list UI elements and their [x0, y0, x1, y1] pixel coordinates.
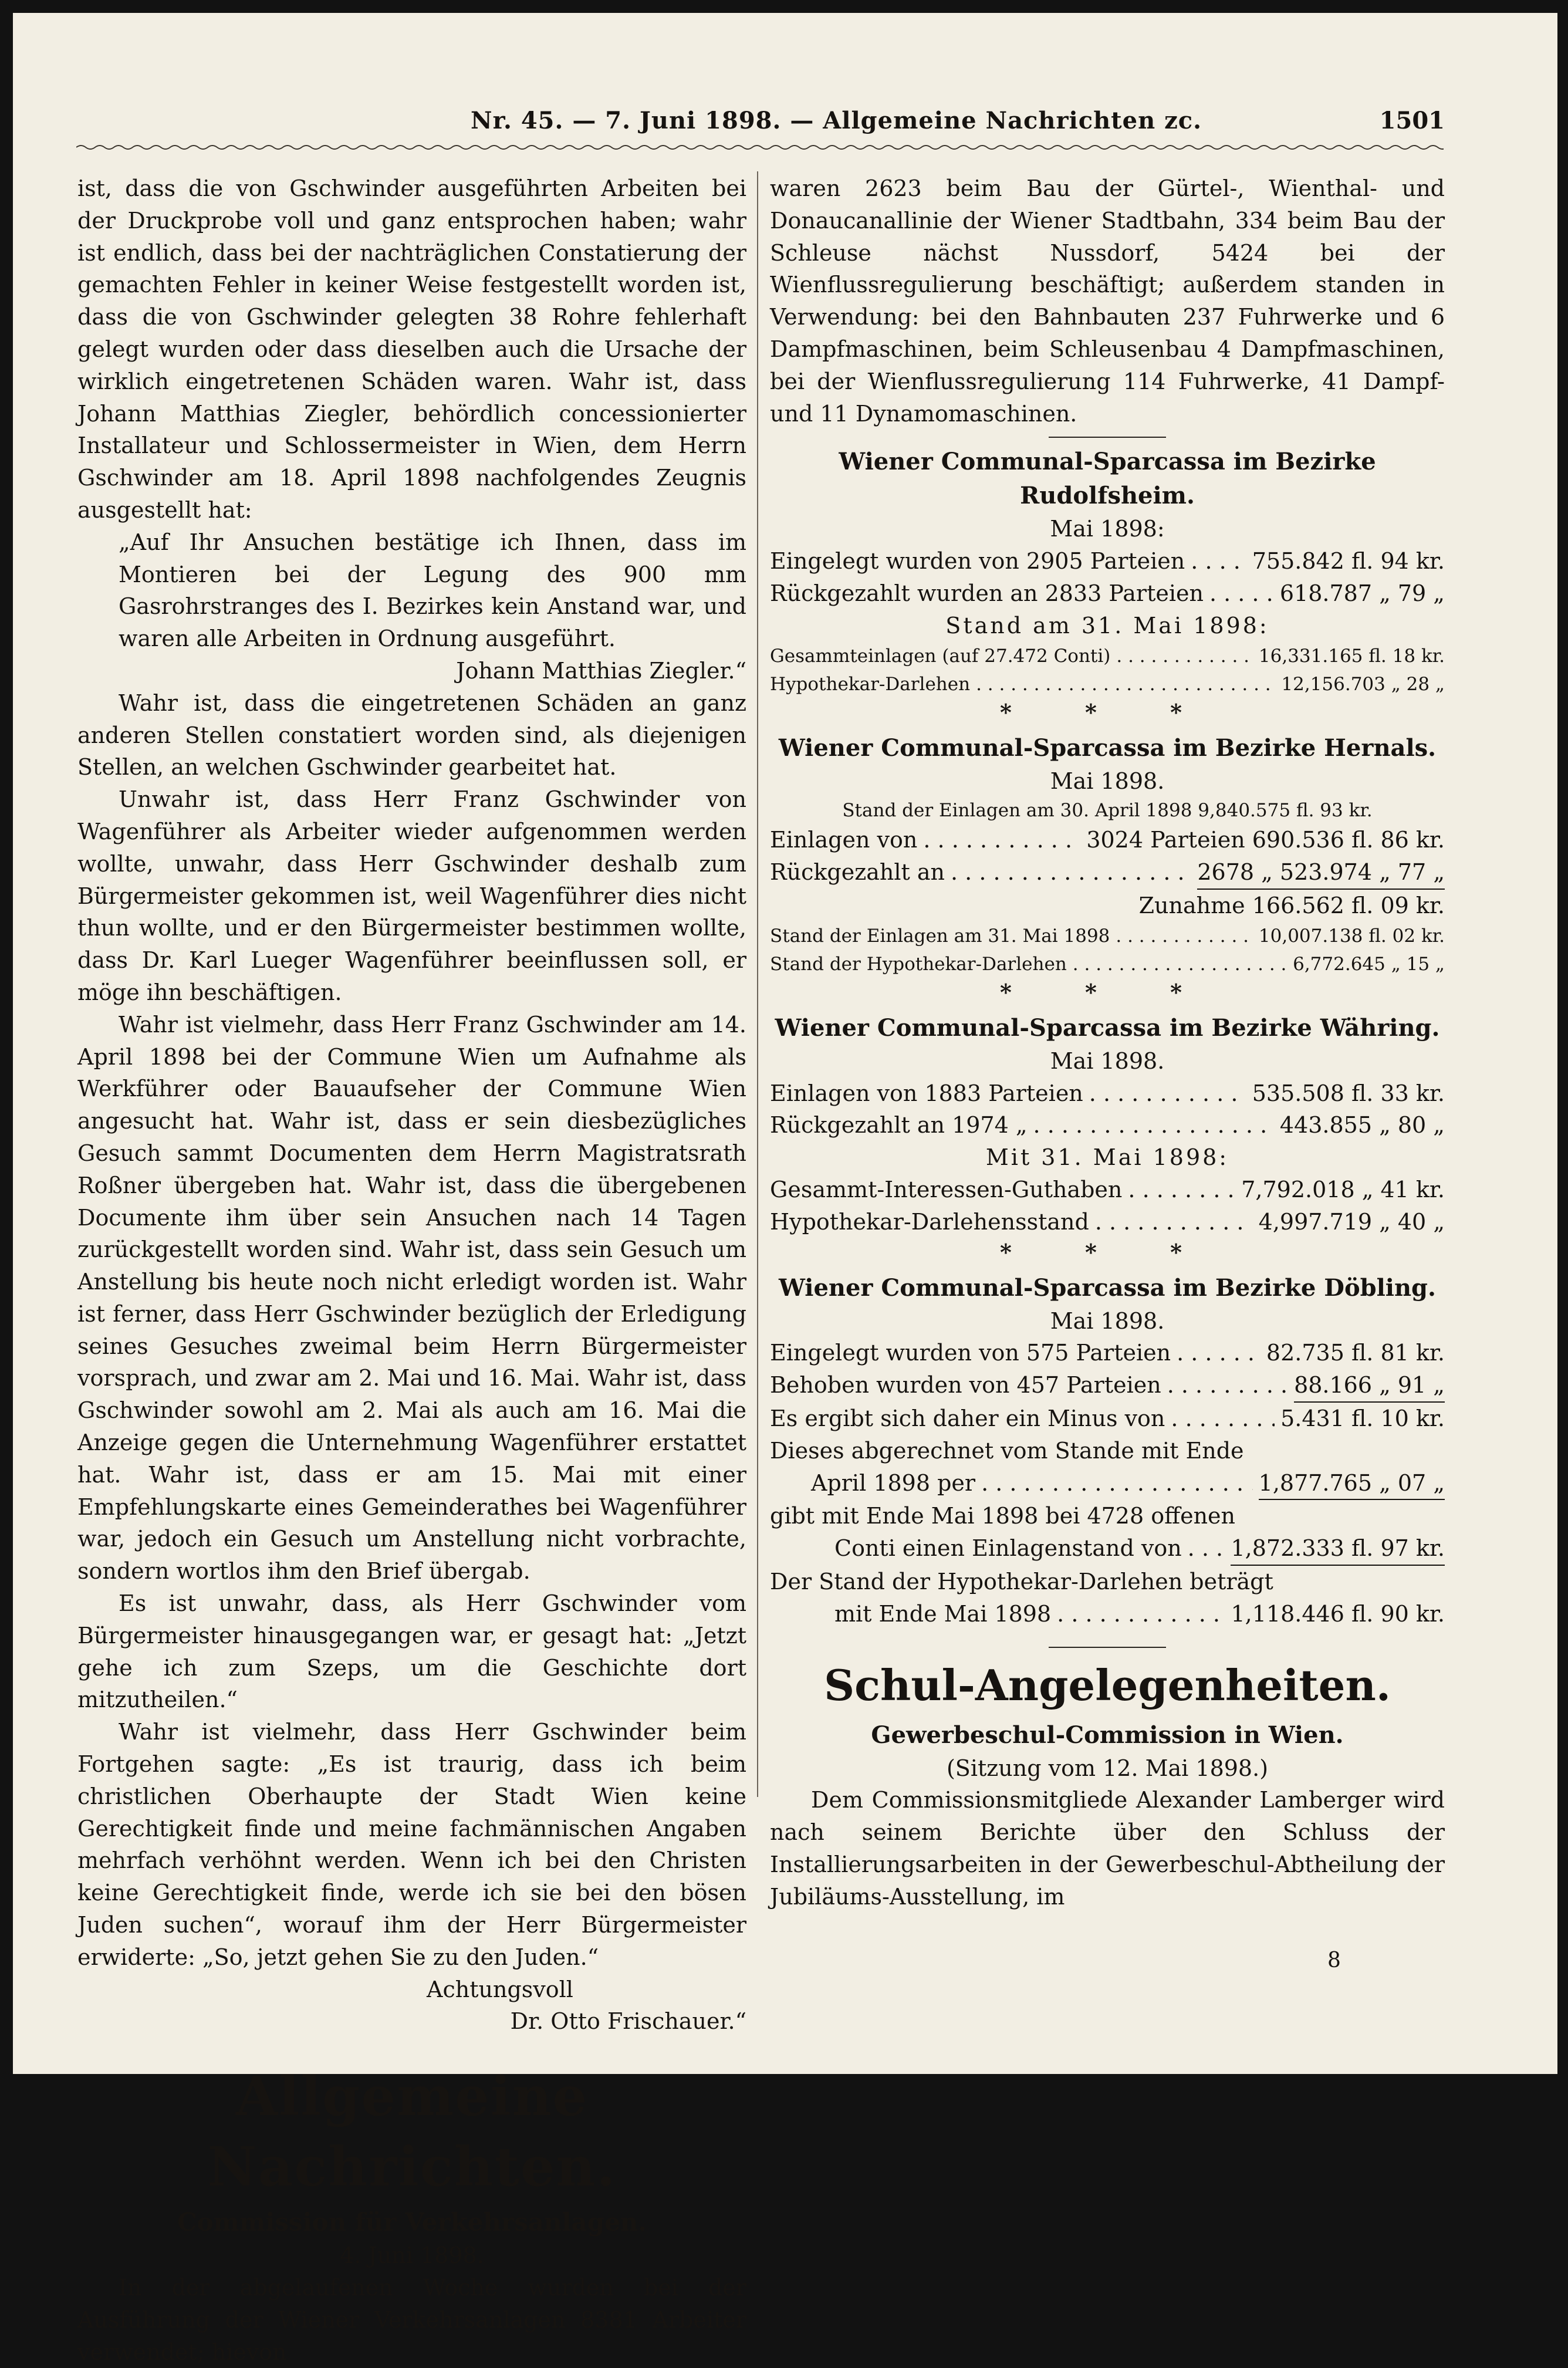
leader-dots	[1116, 922, 1253, 950]
leader-dots	[1188, 1532, 1225, 1565]
header-wavy-rule	[76, 143, 1444, 151]
separator-stars: * * *	[999, 978, 1215, 1005]
section-heading: Allgemeine Nachrichten.	[207, 2065, 617, 2199]
ledger-row	[770, 642, 1445, 670]
row-label: Einlagen von	[770, 827, 918, 853]
row-label: Conti einen Einlagenstand von	[834, 1535, 1182, 1562]
ledger-row	[770, 1337, 1445, 1369]
leader-dots	[1089, 1077, 1246, 1110]
row-value: 4,997.719 „ 40 „	[1258, 1208, 1445, 1235]
divider	[1049, 437, 1166, 438]
paragraph: Wahr ist vielmehr, dass Herr Gschwinder beim Fortgehen sagte: „Es ist traurig, dass ich beim christlichen Oberhaupte der Stadt Wien keine Gerechtigkeit finde und meine fachmännischen Angaben mehrfach verhöhnt werden. Wenn ich bei den Christen keine Gerechtigkeit finde, werde ich sie bei den bösen Juden suchen“, worauf ihm der Herr Bürgermeister erwiderte: „So, jetzt gehen Sie zu den Juden.“	[77, 1719, 746, 1970]
separator-stars: * * *	[999, 698, 1215, 725]
paragraph: ist, dass die von Gschwinder ausgeführten Arbeiten bei der Druckprobe voll und ganz entsprochen haben; wahr ist endlich, dass bei der nachträglichen Constatierung der gemachten Fehler in keiner Weise festgestellt worden ist, dass die von Gschwinder gelegten 38 Rohre fehlerhaft gelegt wurden oder dass dieselben auch die Ursache der wirklich eingetretenen Schäden waren. Wahr ist, dass Johann Matthias Ziegler, behördlich concessionierter Installateur und Schlossermeister in Wien, dem Herrn Gschwinder am 18. April 1898 nachfolgendes Zeugnis ausgestellt hat:	[77, 175, 746, 523]
ledger-row	[770, 1467, 1445, 1501]
header-title: Nr. 45. — 7. Juni 1898. — Allgemeine Nachrichten zc.	[471, 107, 1202, 134]
row-label: Einlagen von 1883 Parteien	[770, 1080, 1083, 1106]
ledger-row	[770, 1532, 1445, 1566]
row-label: Behoben wurden von 457 Parteien	[770, 1372, 1161, 1398]
waehring-stand-heading: Mit 31. Mai 1898:	[985, 1144, 1229, 1171]
schul-sub-heading: Gewerbeschul-Commission in Wien.	[871, 1721, 1344, 1749]
row-label: April 1898 per	[811, 1470, 976, 1496]
row-value: 7,792.018 „ 41 kr.	[1241, 1176, 1445, 1202]
rudolfsheim-stand-heading: Stand am 31. Mai 1898:	[945, 612, 1269, 639]
page-header	[77, 107, 1445, 142]
doebling-month: Mai 1898.	[1050, 1308, 1165, 1334]
leader-dots	[1171, 1403, 1275, 1435]
row-value: 2678 „ 523.974 „ 77 „	[1197, 856, 1445, 890]
divider	[1049, 1647, 1166, 1648]
leader-dots	[1033, 1109, 1274, 1141]
row-label: Gesammt-Interessen-Guthaben	[770, 1176, 1123, 1202]
doebling-text: Der Stand der Hypothekar-Darlehen beträgt	[770, 1568, 1273, 1595]
doebling-title: Wiener Communal-Sparcassa im Bezirke Döbling.	[779, 1273, 1436, 1302]
leader-dots	[1167, 1369, 1288, 1401]
separator-stars: * * *	[999, 1238, 1215, 1265]
sub-heading: Commission für Verkehrsanlagen.	[177, 2208, 647, 2237]
paragraph: Unwahr ist, dass Herr Franz Gschwinder von Wagenführer als Arbeiter wieder aufgenommen werden wollte, unwahr, dass Herr Gschwinder deshalb zum Bürgermeister gekommen ist, weil Wagenführer dies nicht thun wollte, und er den Bürgermeister bestimmen wollte, dass Dr. Karl Lueger Wagenführer beeinflussen soll, er möge ihn beschäftigen.	[77, 786, 746, 1005]
leader-dots	[951, 856, 1191, 889]
paragraph: Es ist unwahr, dass, als Herr Gschwinder vom Bürgermeister hinausgegangen war, er gesagt hat: „Jetzt gehe ich zum Szeps, um die Geschichte dort mitzutheilen.“	[77, 1590, 746, 1713]
leader-dots	[1209, 577, 1274, 610]
waehring-title: Wiener Communal-Sparcassa im Bezirke Währing.	[775, 1014, 1440, 1042]
leader-dots	[1177, 1337, 1261, 1369]
hernals-title: Wiener Communal-Sparcassa im Bezirke Hernals.	[778, 734, 1437, 762]
doebling-text: gibt mit Ende Mai 1898 bei 4728 offenen	[770, 1503, 1236, 1529]
signature: Dr. Otto Frischauer.“	[510, 2008, 746, 2035]
paragraph: In der abgelaufenen Woche wurden bei der Ausführung der Wiener Verkehrsanlagen 8381 Arbeiter verwendet; hievon	[77, 2275, 746, 2365]
row-value: 10,007.138 fl. 02 kr.	[1258, 925, 1445, 947]
right-column	[770, 173, 1445, 1913]
row-value: 618.787 „ 79 „	[1279, 580, 1445, 606]
closing: Achtungsvoll	[427, 1976, 573, 2002]
page-number: 1501	[1379, 107, 1445, 134]
row-label: Rückgezahlt an	[770, 859, 945, 886]
row-value: 535.508 fl. 33 kr.	[1252, 1080, 1445, 1106]
leader-dots	[976, 670, 1275, 698]
row-label: mit Ende Mai 1898	[834, 1600, 1052, 1627]
row-value: 1,118.446 fl. 90 kr.	[1231, 1600, 1445, 1627]
ledger-row	[770, 1403, 1445, 1435]
rudolfsheim-month: Mai 1898:	[1050, 516, 1165, 542]
row-value: 12,156.703 „ 28 „	[1281, 673, 1445, 695]
row-label: Rückgezahlt an 1974 „	[770, 1112, 1028, 1139]
ledger-row	[770, 1109, 1445, 1141]
leader-dots	[981, 1467, 1253, 1499]
leader-dots	[1057, 1598, 1225, 1630]
ledger-row	[770, 950, 1445, 978]
hernals-stand-before: Stand der Einlagen am 30. April 1898 9,840.575 fl. 93 kr.	[842, 800, 1373, 822]
row-value: 6,772.645 „ 15 „	[1293, 953, 1445, 975]
row-label: Stand der Einlagen am 31. Mai 1898	[770, 925, 1110, 947]
paragraph: Wahr ist vielmehr, dass Herr Franz Gschwinder am 14. April 1898 bei der Commune Wien um Aufnahme als Werkführer oder Bauaufseher der Commune Wien angesucht hat. Wahr ist, dass er sein diesbezügliches Gesuch sammt Documenten dem Herrn Magistratsrath Roßner übergeben hat. Wahr ist, dass die übergebenen Documente ihm über sein Ansuchen nach 14 Tagen zurückgestellt worden sind. Wahr ist, dass sein Gesuch um Anstellung bis heute noch nicht erledigt worden ist. Wahr ist ferner, dass Herr Gschwinder bezüglich der Erledigung seines Gesuches zweimal beim Herrn Bürgermeister vorsprach, und zwar am 2. Mai und 16. Mai. Wahr ist, dass Gschwinder sowohl am 2. Mai als auch am 16. Mai die Anzeige gegen die Unternehmung Wagenführer erstattet hat. Wahr ist, dass er am 15. Mai mit einer Empfehlungskarte eines Gemeinderathes bei Wagenführer war, jedoch ein Gesuch um Anstellung nicht vorbrachte, sondern wortlos ihm den Brief übergab.	[77, 1011, 746, 1585]
row-value: 3024 Parteien 690.536 fl. 86 kr.	[1086, 827, 1445, 853]
row-value: 82.735 fl. 81 kr.	[1266, 1340, 1445, 1366]
ledger-row	[770, 824, 1445, 856]
ledger-row	[770, 577, 1445, 610]
paragraph: Dem Commissionsmitgliede Alexander Lamberger wird nach seinem Berichte über den Schluss der Installierungsarbeiten in der Gewerbeschul-Abtheilung der Jubiläums-Ausstellung, im	[770, 1787, 1445, 1910]
testimonial-quote: „Auf Ihr Ansuchen bestätige ich Ihnen, dass im Montieren bei der Legung des 900 mm Gasrohrstranges des I. Bezirkes kein Anstand war, und waren alle Arbeiten in Ordnung ausgeführt.	[119, 529, 746, 652]
row-value: 755.842 fl. 94 kr.	[1252, 548, 1445, 575]
row-label: Stand der Hypothekar-Darlehen	[770, 953, 1067, 975]
row-value: 5.431 fl. 10 kr.	[1280, 1405, 1445, 1431]
hernals-month: Mai 1898.	[1050, 768, 1165, 794]
newspaper-page	[13, 13, 1557, 2365]
leader-dots	[1095, 1206, 1253, 1238]
row-value: 88.166 „ 91 „	[1294, 1369, 1445, 1403]
row-label: Es ergibt sich daher ein Minus von	[770, 1405, 1165, 1431]
ledger-row	[770, 1369, 1445, 1403]
ledger-row	[770, 1174, 1445, 1206]
ledger-row	[770, 1077, 1445, 1110]
hernals-zunahme: Zunahme 166.562 fl. 09 kr.	[1138, 892, 1445, 918]
ledger-row	[770, 1206, 1445, 1238]
leader-dots	[1128, 1174, 1235, 1206]
leader-dots	[1116, 642, 1253, 670]
row-label: Gesammteinlagen (auf 27.472 Conti)	[770, 645, 1111, 667]
paragraph: Wahr ist, dass die eingetretenen Schäden an ganz anderen Stellen constatiert worden sind, als diejenigen Stellen, an welchen Gschwinder gearbeitet hat.	[77, 690, 746, 781]
ledger-row	[770, 545, 1445, 577]
ledger-row	[770, 922, 1445, 950]
ledger-row	[770, 856, 1445, 890]
schul-heading: Schul-Angelegenheiten.	[824, 1660, 1391, 1710]
row-value: 443.855 „ 80 „	[1279, 1112, 1445, 1139]
row-value: 1,872.333 fl. 97 kr.	[1231, 1532, 1445, 1566]
leader-dots	[1191, 545, 1246, 577]
rudolfsheim-title: Wiener Communal-Sparcassa im Bezirke Rudolfsheim.	[839, 448, 1376, 510]
paragraph: waren 2623 beim Bau der Gürtel-, Wienthal- und Donaucanallinie der Wiener Stadtbahn, 334 beim Bau der Schleuse nächst Nussdorf, 5424 bei der Wienflussregulierung beschäftigt; außerdem standen in Verwendung: bei den Bahnbauten 237 Fuhrwerke und 6 Dampfmaschinen, beim Schleusenbau 4 Dampfmaschinen, bei der Wienflussregulierung 114 Fuhrwerke, 41 Dampf- und 11 Dynamomaschinen.	[770, 175, 1445, 427]
testimonial-signature: Johann Matthias Ziegler.“	[456, 657, 746, 684]
row-label: Rückgezahlt wurden an 2833 Parteien	[770, 580, 1204, 606]
ledger-row	[770, 670, 1445, 698]
row-label: Hypothekar-Darlehen	[770, 673, 971, 695]
row-value: 16,331.165 fl. 18 kr.	[1258, 645, 1445, 667]
leader-dots	[923, 824, 1080, 856]
schul-session: (Sitzung vom 12. Mai 1898.)	[946, 1755, 1269, 1781]
signature-mark: 8	[1327, 1948, 1341, 1972]
column-divider	[757, 171, 758, 1797]
row-label: Hypothekar-Darlehensstand	[770, 1208, 1089, 1235]
date-line: 4. Juni 1898.	[340, 2242, 484, 2269]
leader-dots	[1073, 950, 1287, 978]
row-value: 1,877.765 „ 07 „	[1259, 1467, 1445, 1501]
left-column	[77, 173, 746, 2368]
ledger-row	[770, 1598, 1445, 1630]
row-label: Eingelegt wurden von 575 Parteien	[770, 1340, 1171, 1366]
row-label: Eingelegt wurden von 2905 Parteien	[770, 548, 1185, 575]
waehring-month: Mai 1898.	[1050, 1048, 1165, 1074]
doebling-text: Dieses abgerechnet vom Stande mit Ende	[770, 1437, 1244, 1464]
